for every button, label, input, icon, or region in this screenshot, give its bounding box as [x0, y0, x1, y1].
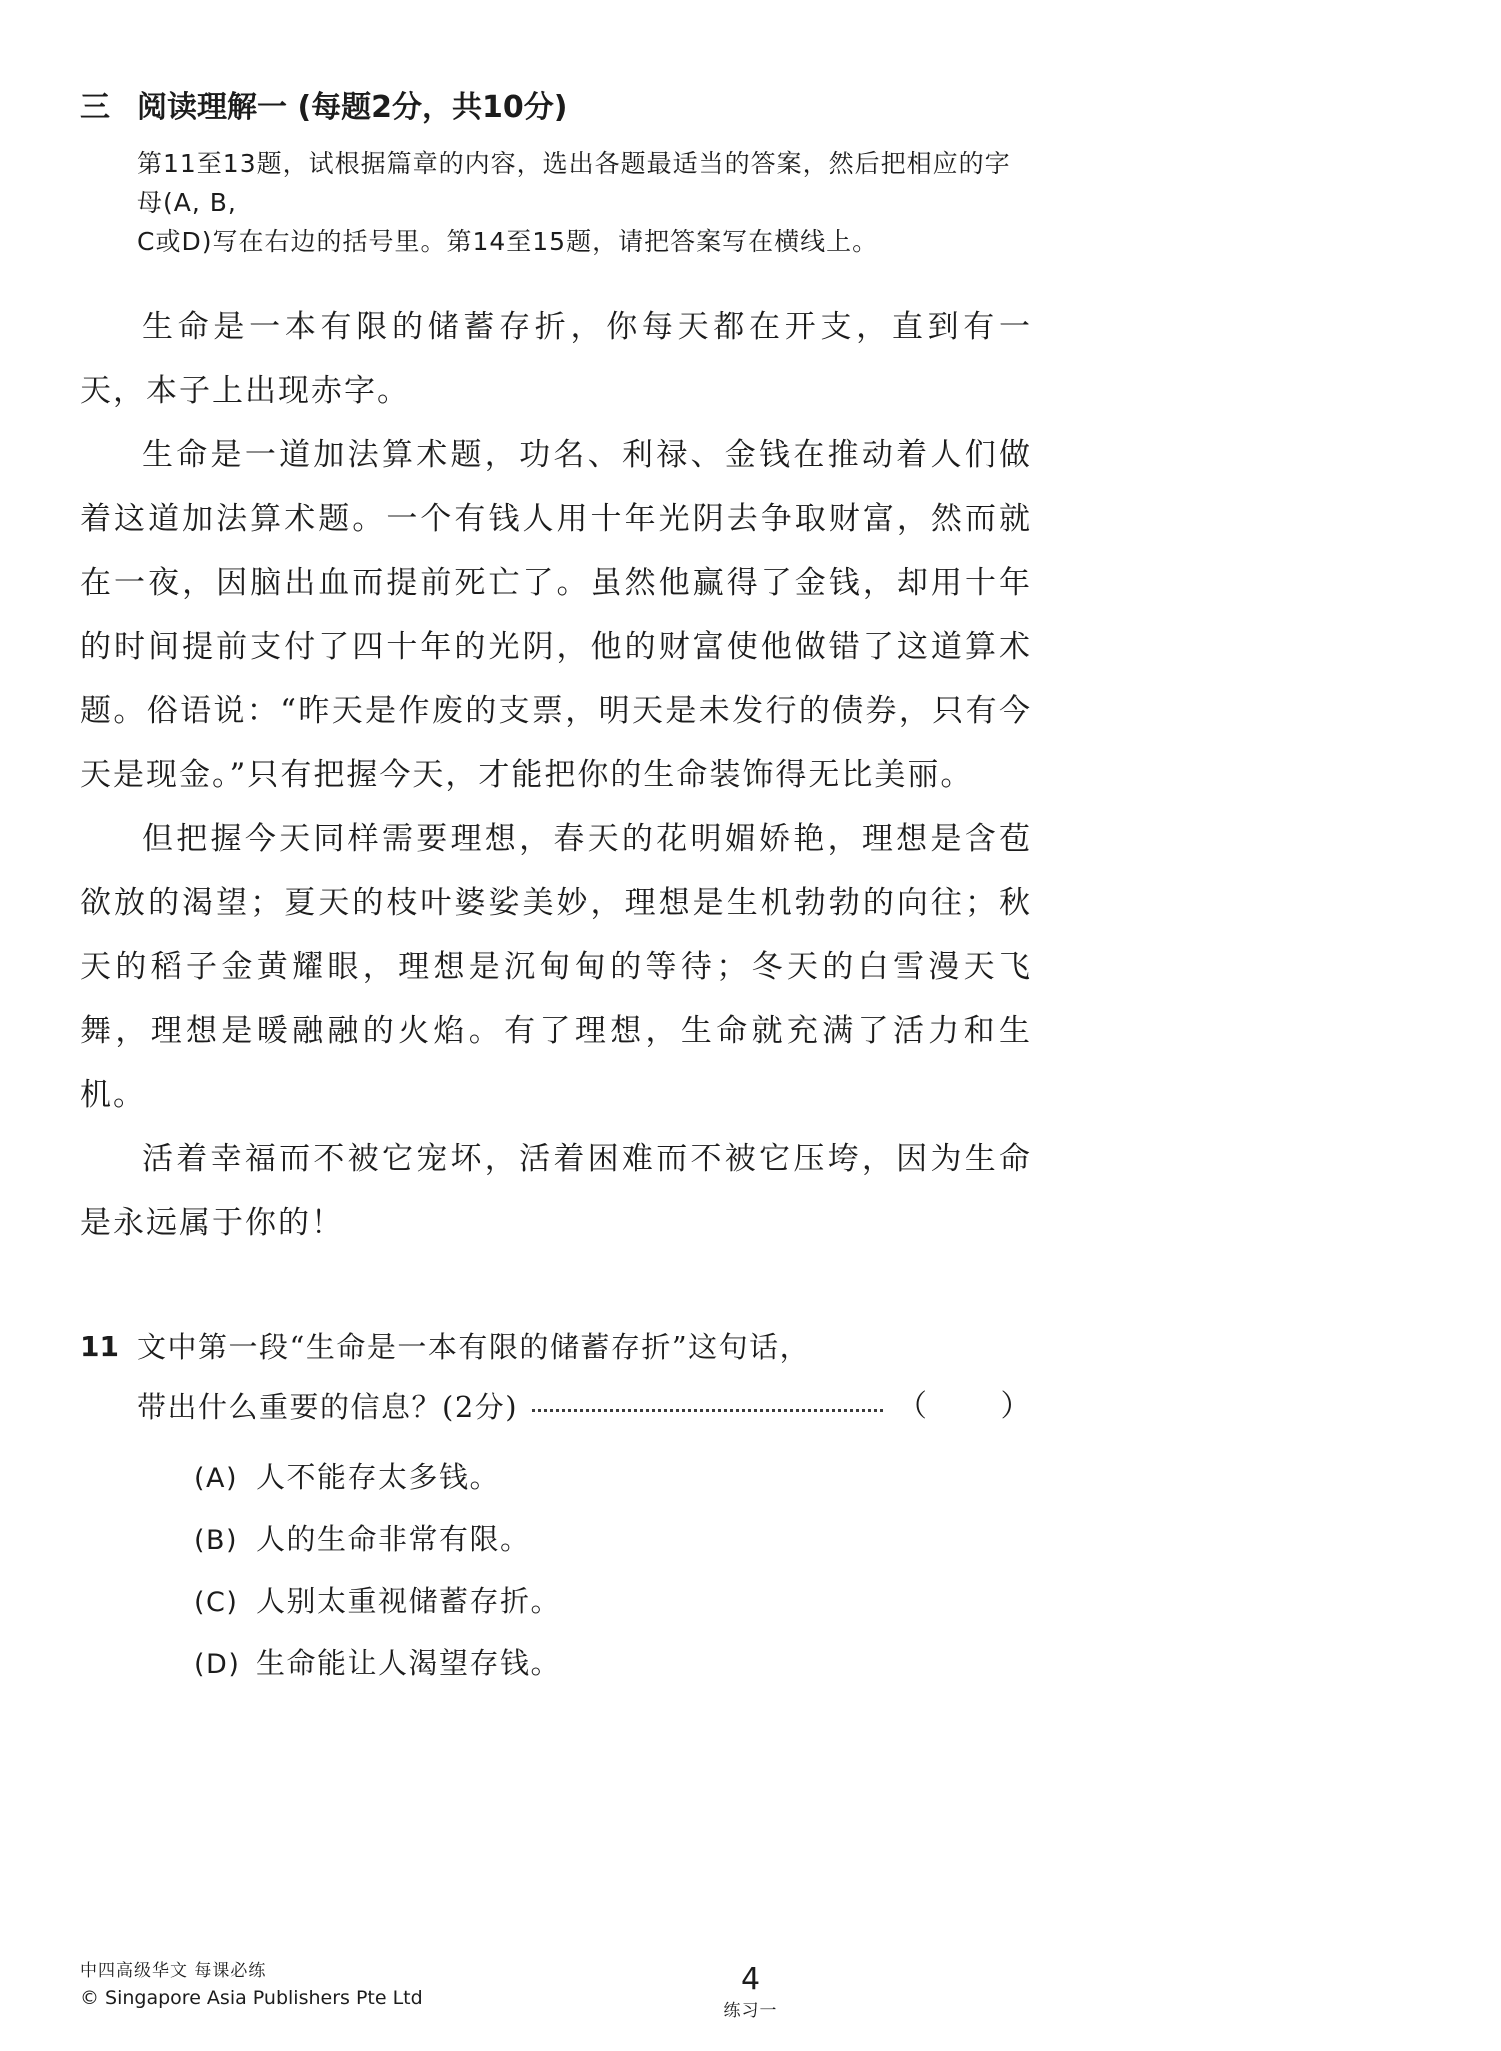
question-11-row — [80, 1317, 1032, 1695]
footer-publisher: © Singapore Asia Publishers Pte Ltd — [80, 1987, 423, 2009]
question-body — [137, 1317, 1032, 1695]
option-text-c: 人别太重视储蓄存折。 — [256, 1584, 562, 1618]
section-number: 三 — [80, 90, 110, 125]
option-text-a: 人不能存太多钱。 — [256, 1460, 501, 1494]
question-text-line-2-row — [137, 1377, 1032, 1437]
option-text-d: 生命能让人渴望存钱。 — [256, 1646, 562, 1680]
option-row-b — [194, 1509, 1032, 1571]
question-text-line-2: 带出什么重要的信息？(2分) — [137, 1390, 519, 1424]
option-text-b: 人的生命非常有限。 — [256, 1522, 531, 1556]
bracket-open: （ — [897, 1389, 929, 1424]
page-number: 4 — [740, 1962, 761, 1997]
option-label-b: (B) — [194, 1525, 239, 1556]
bracket-close: ） — [1000, 1389, 1032, 1424]
passage-paragraph-3: 但把握今天同样需要理想，春天的花明媚娇艳，理想是含苞欲放的渴望；夏天的枝叶婆娑美妙，理想是生机勃勃的向往；秋天的稻子金黄耀眼，理想是沉甸甸的等待；冬天的白雪漫天飞舞，理想是暖融融的火焰。有了理想，生命就充满了活力和生机。 — [80, 821, 1032, 1113]
passage-paragraph-1: 生命是一本有限的储蓄存折，你每天都在开支，直到有一天，本子上出现赤字。 — [80, 309, 1032, 409]
instructions-line-2: C或D)写在右边的括号里。第14至15题，请把答案写在横线上。 — [137, 227, 879, 256]
passage-paragraph-4: 活着幸福而不被它宠坏，活着困难而不被它压垮，因为生命是永远属于你的！ — [80, 1141, 1032, 1241]
option-row-c — [194, 1571, 1032, 1633]
option-label-c: (C) — [194, 1587, 239, 1618]
page-content — [80, 88, 1032, 1695]
question-number: 11 — [80, 1330, 119, 1363]
dotted-leader — [532, 1409, 883, 1412]
option-row-d — [194, 1633, 1032, 1695]
footer-book-title: 中四高级华文 每课必练 — [80, 1961, 267, 1981]
footer-exercise-label: 练习一 — [723, 2001, 778, 2021]
question-11 — [80, 1317, 1032, 1695]
answer-options — [194, 1447, 1032, 1695]
section-header — [80, 88, 1032, 128]
reading-passage — [80, 295, 1032, 1255]
passage-paragraph-2: 生命是一道加法算术题，功名、利禄、金钱在推动着人们做着这道加法算术题。一个有钱人用十年光阴去争取财富，然而就在一夜，因脑出血而提前死亡了。虽然他赢得了金钱，却用十年的时间提前支付了四十年的光阴，他的财富使他做错了这道算术题。俗语说：“昨天是作废的支票，明天是未发行的债券，只有今天是现金。”只有把握今天，才能把你的生命装饰得无比美丽。 — [80, 437, 1032, 793]
footer-center — [724, 1962, 778, 2024]
section-title: 阅读理解一 (每题2分，共10分) — [137, 90, 568, 125]
answer-bracket — [897, 1377, 1032, 1437]
option-row-a — [194, 1447, 1032, 1509]
instructions — [137, 144, 1032, 261]
question-text-line-1: 文中第一段“生命是一本有限的储蓄存折”这句话， — [137, 1330, 811, 1364]
option-label-d: (D) — [194, 1649, 241, 1680]
option-label-a: (A) — [194, 1463, 239, 1494]
footer-left — [80, 1958, 423, 2012]
instructions-line-1: 第11至13题，试根据篇章的内容，选出各题最适当的答案，然后把相应的字母(A, B, — [137, 149, 1011, 217]
